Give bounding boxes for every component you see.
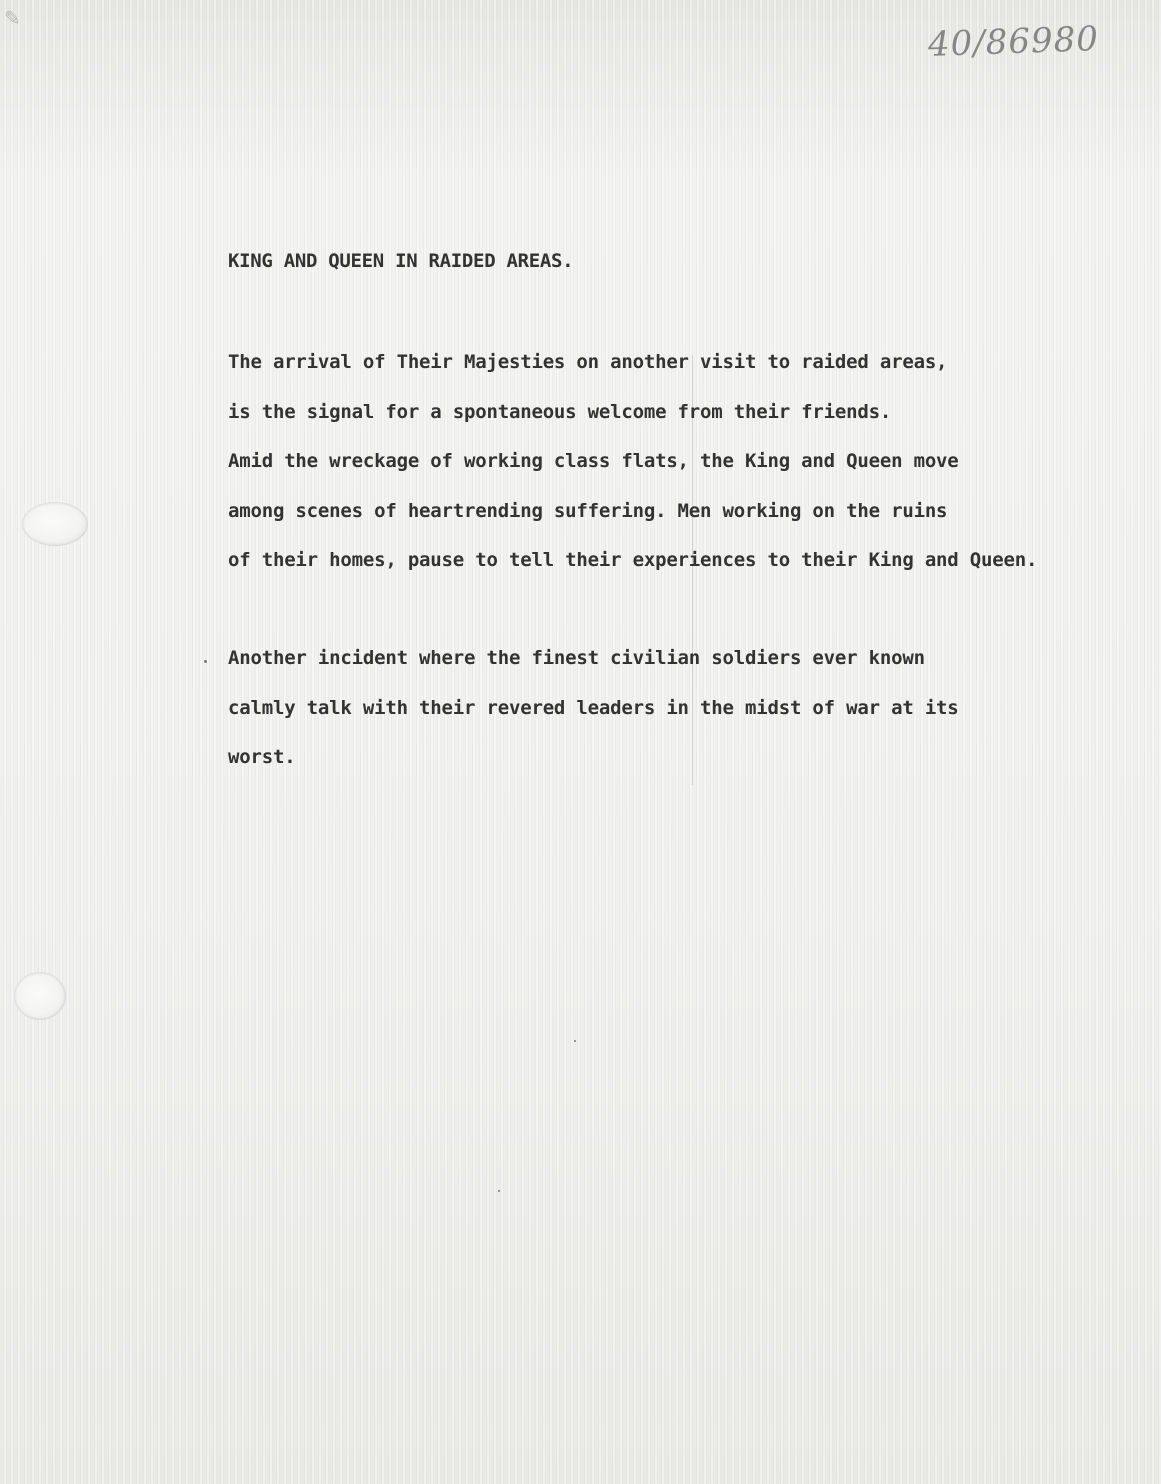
- corner-pencil-mark: ✎: [4, 6, 21, 30]
- paragraph-line: calmly talk with their revered leaders in the midst of war at its: [228, 696, 959, 719]
- paragraph-2: [228, 646, 959, 795]
- paragraph-line: worst.: [228, 746, 296, 768]
- document-title: KING AND QUEEN IN RAIDED AREAS.: [228, 250, 574, 272]
- paragraph-1: [228, 350, 1037, 598]
- paragraph-line: The arrival of Their Majesties on another visit to raided areas,: [228, 351, 948, 373]
- paragraph-line: Another incident where the finest civilian soldiers ever known: [228, 647, 925, 669]
- speck-mark: [498, 1190, 500, 1192]
- punch-hole-top: [22, 502, 88, 546]
- paragraph-line: is the signal for a spontaneous welcome from their friends.: [228, 400, 892, 423]
- paragraph-line: Amid the wreckage of working class flats, the King and Queen move: [228, 450, 959, 472]
- margin-mark: [204, 660, 207, 663]
- paragraph-line: among scenes of heartrending suffering. Men working on the ruins: [228, 499, 948, 522]
- handwritten-reference-number: 40/86980: [927, 19, 1100, 65]
- speck-mark: [574, 1040, 576, 1042]
- paragraph-line: of their homes, pause to tell their experiences to their King and Queen.: [228, 549, 1038, 571]
- punch-hole-bottom: [14, 972, 66, 1020]
